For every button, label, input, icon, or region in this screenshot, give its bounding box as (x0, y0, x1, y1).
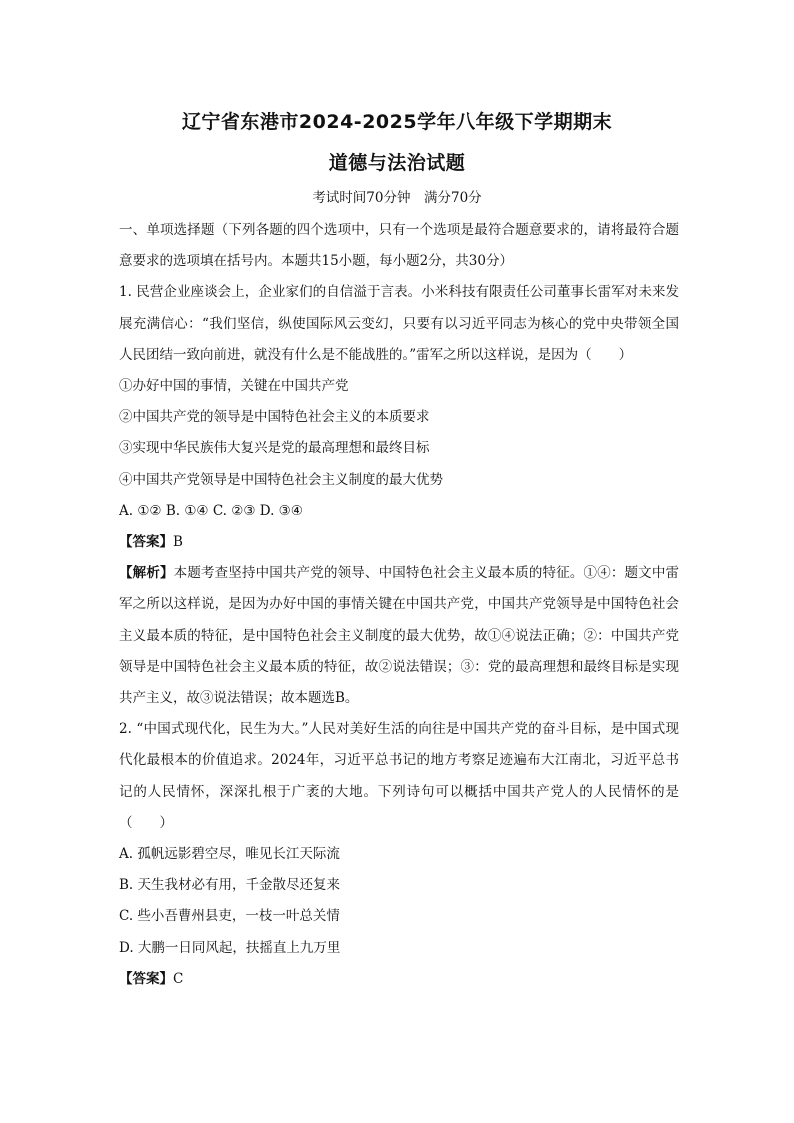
analysis-text: 本题考查坚持中国共产党的领导、中国特色社会主义最本质的特征。①④：题文中雷军之所以这样说，是因为办好中国的事情关键在中国共产党，中国共产党领导是中国特色社会主义最本质的特征，是中国特色社会主义制度的最大优势，故①④说法正确；②：中国共产党领导是中国特色社会主义最本质的特征，故②说法错误；③：党的最高理想和最终目标是实现共产主义，故③说法错误；故本题选B。 (119, 565, 680, 707)
answer-value: C (173, 970, 184, 987)
question-2-option-b: B. 天生我材必有用，千金散尽还复来 (119, 877, 341, 894)
question-2-option-a: A. 孤帆远影碧空尽，唯见长江天际流 (119, 846, 340, 863)
question-1-option-1: ①办好中国的事情，关键在中国共产党 (119, 378, 349, 395)
question-1-choices: A. ①② B. ①④ C. ②③ D. ③④ (119, 502, 303, 519)
question-1-answer (119, 527, 679, 558)
document-body (119, 215, 679, 995)
section-heading: 一、单项选择题（下列各题的四个选项中，只有一个选项是最符合题意要求的，请将最符合题意要求的选项填在括号内。本题共15小题，每小题2分，共30分） (119, 222, 679, 270)
answer-value: B (173, 534, 183, 551)
question-2-answer (119, 964, 679, 995)
question-1-option-2: ②中国共产党的领导是中国特色社会主义的本质要求 (119, 409, 430, 426)
answer-label: 【答案】 (119, 970, 173, 987)
analysis-label: 【解析】 (119, 565, 174, 582)
question-2-option-c: C. 些小吾曹州县吏，一枝一叶总关情 (119, 908, 340, 925)
question-2-option-d: D. 大鹏一日同风起，扶摇直上九万里 (119, 939, 341, 956)
question-1-analysis (119, 558, 679, 714)
document-subtitle: 道德与法治试题 (328, 152, 466, 174)
answer-label: 【答案】 (119, 534, 173, 551)
question-2-stem: 2. “中国式现代化，民生为大。”人民对美好生活的向往是中国共产党的奋斗目标，是中国式现代化最根本的价值追求。2024年，习近平总书记的地方考察足迹遍布大江南北，习近平总书记的人民情怀，深深扎根于广袤的大地。下列诗句可以概括中国共产党人的人民情怀的是（ ） (119, 721, 679, 831)
exam-info: 考试时间70分钟 满分70分 (312, 190, 482, 206)
question-1-stem: 1. 民营企业座谈会上，企业家们的自信溢于言表。小米科技有限责任公司董事长雷军对未来发展充满信心：“我们坚信，纵使国际风云变幻，只要有以习近平同志为核心的党中央带领全国人民团结一致向前进，就没有什么是不能战胜的。”雷军之所以这样说，是因为（ ） (119, 284, 679, 363)
document-title: 辽宁省东港市2024-2025学年八年级下学期期末 (181, 111, 613, 133)
question-1-option-4: ④中国共产党领导是中国特色社会主义制度的最大优势 (119, 471, 443, 488)
question-1-option-3: ③实现中华民族伟大复兴是党的最高理想和最终目标 (119, 440, 430, 457)
